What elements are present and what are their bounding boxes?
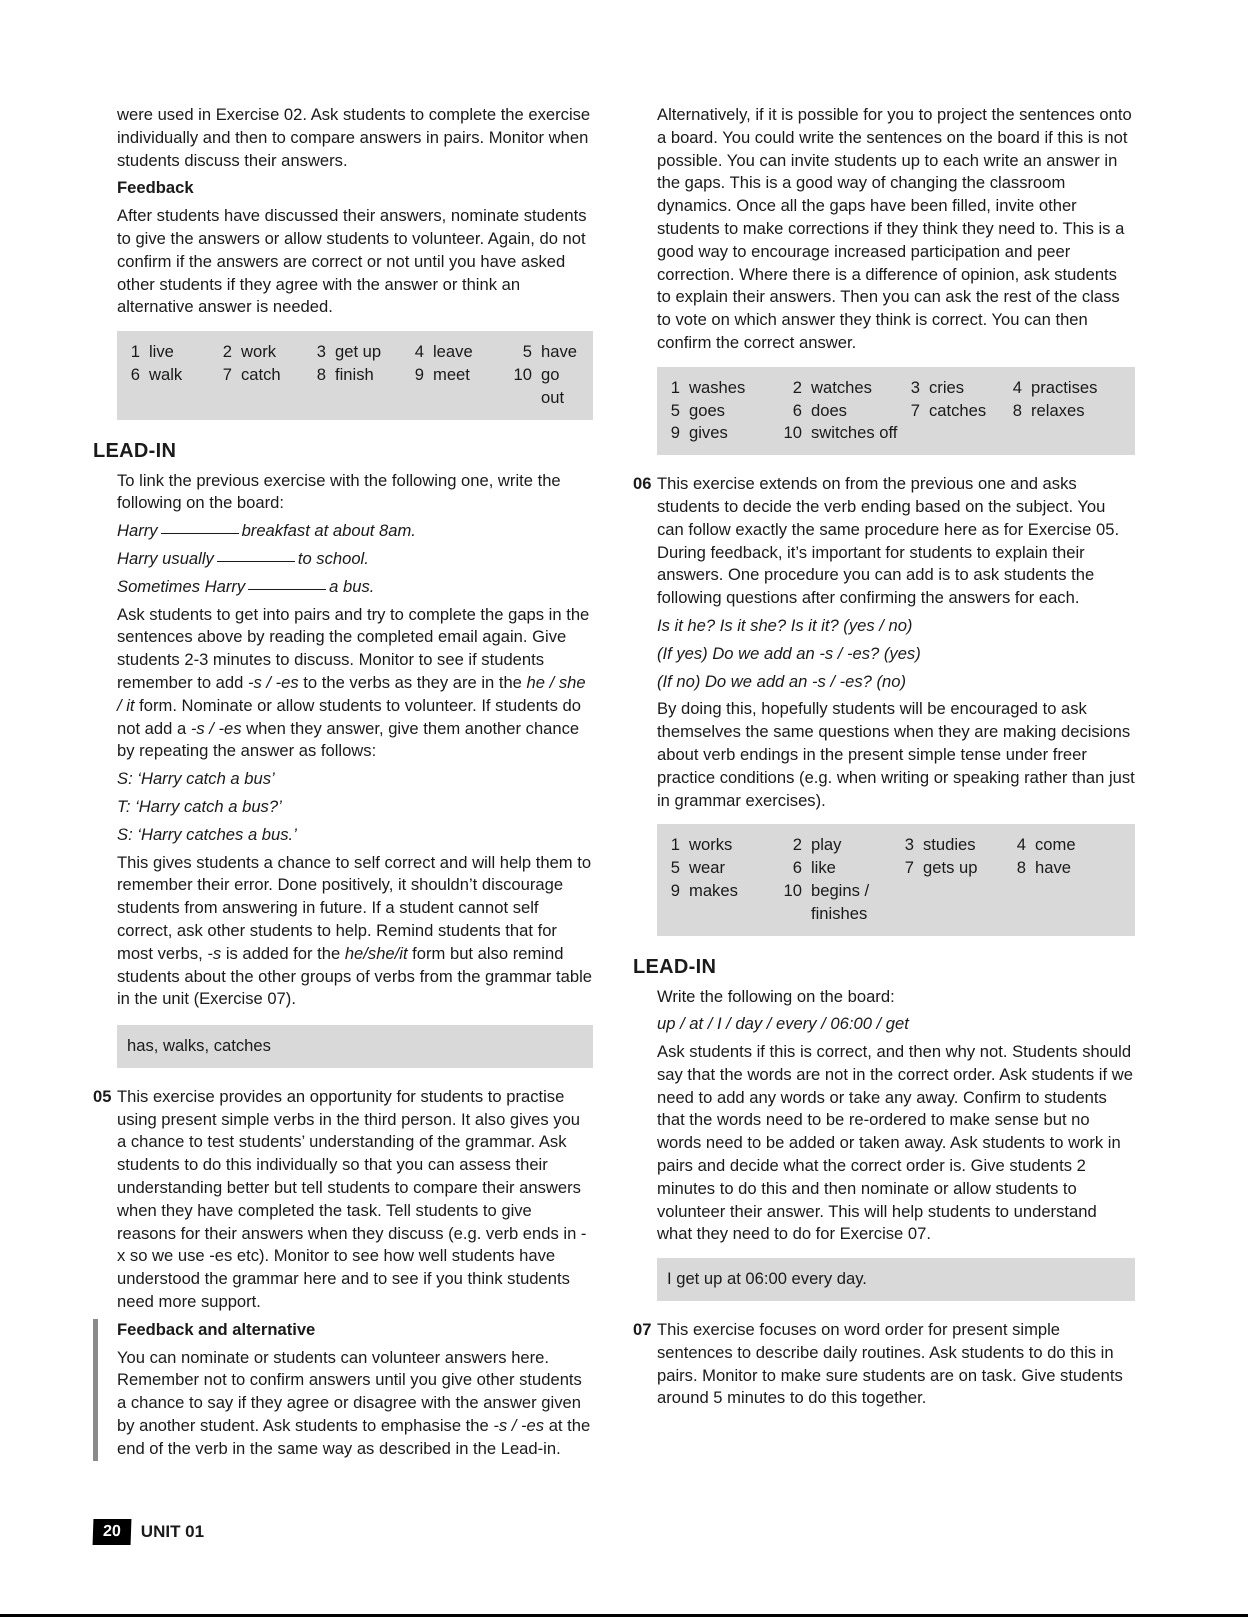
answer-key-box <box>657 367 1135 455</box>
answer-number: 3 <box>316 342 326 362</box>
text-segment: This exercise provides an opportunity for students to practise using present simple verbs in the third person. It also gives you a chance to test students’ understanding of the grammar. Ask students to do this individually so that you can assess their understanding better but tell students to compare their answers when they have completed the task. Tell students to give reasons for their answers when they discuss (e.g. verb ends in -x so we use -es etc). Monitor to see how well students have understood the grammar here and to see if you think students need more support. <box>117 1086 587 1312</box>
text-segment: You can nominate or students can volunteer answers here. Remember not to confirm answers until you give other students a chance to say if they agree or disagree with the answer given by another student. Ask students to emphasise the <box>117 1347 582 1436</box>
board-sentence <box>117 576 593 599</box>
sentence-end: to school. <box>297 548 369 568</box>
answer-number: 5 <box>670 858 680 878</box>
dialog-line: S: ‘Harry catch a bus’ <box>117 769 275 789</box>
answer-word: have <box>541 342 577 362</box>
answer-number: 1 <box>670 835 680 855</box>
intro-paragraph <box>117 104 593 172</box>
answer-number: 9 <box>670 423 680 443</box>
answer-word: play <box>811 835 842 855</box>
answer-number: 10 <box>513 364 532 384</box>
answer-number: 7 <box>910 400 920 420</box>
answer-number: 3 <box>910 377 920 397</box>
answer-word: goes <box>689 400 725 420</box>
answer-word: practises <box>1031 377 1098 397</box>
sentence-start: Sometimes Harry <box>117 576 246 596</box>
answer-number: 8 <box>316 364 326 384</box>
text-segment: form. Nominate or allow students to volunteer. If students do not add a <box>117 695 581 738</box>
answer-word: studies <box>923 835 976 855</box>
lead-in-paragraph <box>657 1041 1135 1246</box>
answer-word: wear <box>689 858 725 878</box>
answer-number: 6 <box>792 400 802 420</box>
sentence-end: a bus. <box>329 576 375 596</box>
answer-number: 6 <box>130 364 140 384</box>
answer-word: cries <box>929 377 965 397</box>
answer-key-box <box>117 1025 593 1068</box>
answer-word: works <box>689 835 733 855</box>
text-segment: at the end of the verb in the same way as described in the Lead-in. <box>117 1416 591 1458</box>
page-number: 20 <box>93 1519 132 1545</box>
answer-word: begins / finishes <box>811 880 870 923</box>
answer-number: 7 <box>904 858 914 878</box>
answer-key-box <box>657 824 1135 935</box>
answer-number: 2 <box>222 342 232 362</box>
answer-number: 1 <box>670 377 680 397</box>
answer-number: 1 <box>130 342 140 362</box>
answer-word: watches <box>811 377 872 397</box>
dialog-line: T: ‘Harry catch a bus?’ <box>117 796 282 816</box>
text-segment: Write the following on the board: <box>657 986 895 1006</box>
unit-label: UNIT 01 <box>140 1522 205 1541</box>
answer-word: does <box>811 400 847 420</box>
answer-text: I get up at 06:00 every day. <box>667 1269 867 1289</box>
answer-word: work <box>241 342 277 362</box>
exercise-06-paragraph <box>657 698 1135 812</box>
board-sentence: up / at / I / day / every / 06:00 / get <box>657 1014 909 1034</box>
italic-text: he / she / it <box>117 672 586 715</box>
italic-text: -s / -es <box>190 718 242 738</box>
answer-number: 4 <box>414 342 424 362</box>
feedback-alternative-paragraph <box>117 1347 593 1461</box>
answer-key-box <box>117 331 593 419</box>
answer-number: 10 <box>783 880 802 900</box>
text-segment: when they answer, give them another chance by repeating the answer as follows: <box>117 718 580 761</box>
text-segment: form but also remind students about the other groups of verbs from the grammar table in the unit (Exercise 07). <box>117 943 593 1009</box>
answer-word: gives <box>689 423 728 443</box>
answer-number: 8 <box>1012 400 1022 420</box>
answer-word: finish <box>335 364 374 384</box>
page-footer <box>93 1519 204 1545</box>
lead-in-paragraph <box>117 470 593 516</box>
gap-blank <box>217 561 295 562</box>
exercise-text <box>117 1087 586 1311</box>
dialog-line: S: ‘Harry catches a bus.’ <box>117 824 297 844</box>
feedback-alternative-section <box>93 1319 593 1461</box>
italic-text: he/she/it <box>344 943 408 963</box>
lead-in-paragraph <box>117 604 593 764</box>
answer-number: 10 <box>783 423 802 443</box>
feedback-paragraph <box>117 205 593 319</box>
text-segment: This gives students a chance to self correct and will help them to remember their error. Done positively, it shouldn’t discourage students from answering in future. If a student cannot self correct, ask other students to help. Remind students that for most verbs, <box>117 852 592 963</box>
text-segment: Ask students if this is correct, and then why not. Students should say that the words are not in the correct order. Ask students if we need to add any words or take any away. Confirm to students that the words need to be re-ordered to make sense but no words need to be added or taken away. Ask students to work in pairs and decide what the correct order is. Give students 2 minutes to do this and then nominate or allow students to volunteer their answer. This will help students to understand what they need to do for Exercise 07. <box>657 1042 1133 1244</box>
sentence-start: Harry usually <box>117 548 214 568</box>
question-line: (If yes) Do we add an -s / -es? (yes) <box>657 643 921 663</box>
answer-word: go out <box>541 364 565 407</box>
text-segment: This exercise focuses on word order for present simple sentences to describe daily routines. Ask students to do this in pairs. Monitor to make sure students are on task. Give students around 5 minutes to do this together. <box>657 1320 1123 1408</box>
answer-number: 5 <box>522 342 532 362</box>
exercise-text <box>657 474 1119 607</box>
intro-paragraph <box>657 104 1135 355</box>
feedback-alternative-heading: Feedback and alternative <box>117 1319 316 1339</box>
lead-in-heading: LEAD-IN <box>633 955 717 978</box>
gap-blank <box>248 589 326 590</box>
answer-word: come <box>1035 835 1076 855</box>
left-column <box>93 104 593 1466</box>
answer-word: makes <box>689 880 738 900</box>
answer-word: live <box>149 342 174 362</box>
text-segment: Alternatively, if it is possible for you to project the sentences onto a board. You could write the sentences on the board if this is not possible. You can invite students up to each write an answer in the gaps. This is a good way of changing the classroom dynamics. Once all the gaps have been filled, invite other students to make corrections if they think they need to. This is a good way to encourage increased participation and peer correction. Where there is a difference of opinion, ask students to explain their answers. Then you can ask the rest of the class to vote on which answer they think is correct. You can then confirm the correct answer. <box>657 105 1132 352</box>
answer-text: has, walks, catches <box>127 1036 271 1056</box>
board-sentence <box>117 520 593 543</box>
question-line: Is it he? Is it she? Is it it? (yes / no) <box>657 615 913 635</box>
answer-word: relaxes <box>1031 400 1085 420</box>
board-sentence <box>117 548 593 571</box>
sentence-start: Harry <box>117 521 158 541</box>
text-segment: Ask students to get into pairs and try to complete the gaps in the sentences above by reading the completed email again. Give students 2-3 minutes to discuss. Monitor to see if students remember to add <box>117 604 590 692</box>
question-line: (If no) Do we add an -s / -es? (no) <box>657 671 907 691</box>
answer-number: 8 <box>1016 858 1026 878</box>
answer-word: washes <box>689 377 746 397</box>
answer-number: 9 <box>670 880 680 900</box>
answer-word: gets up <box>923 858 978 878</box>
answer-number: 7 <box>222 364 232 384</box>
answer-word: catch <box>241 364 281 384</box>
answer-word: meet <box>433 364 470 384</box>
answer-number: 6 <box>792 858 802 878</box>
answer-number: 5 <box>670 400 680 420</box>
text-segment: By doing this, hopefully students will be encouraged to ask themselves the same questions when they are making decisions about verb endings in the present simple tense under freer practice conditions (e.g. when writing or speaking rather than just in grammar exercises). <box>657 699 1135 810</box>
italic-text: -s <box>207 943 222 963</box>
lead-in-paragraph <box>117 852 593 1012</box>
italic-text: -s / -es <box>247 672 299 692</box>
sentence-end: breakfast at about 8am. <box>241 521 416 541</box>
answer-word: have <box>1035 858 1071 878</box>
answer-word: walk <box>149 364 183 384</box>
text-segment: is added for the <box>221 943 345 963</box>
answer-word: catches <box>929 400 987 420</box>
text-segment: This exercise extends on from the previous one and asks students to decide the verb ending based on the subject. You can follow exactly the same procedure here as for Exercise 05. During feedback, it’s important for students to explain their answers. One procedure you can add is to ask students the following questions after confirming the answers for each. <box>657 474 1120 608</box>
feedback-heading: Feedback <box>117 178 194 198</box>
exercise-number: 05 <box>93 1086 112 1106</box>
answer-number: 4 <box>1012 377 1022 397</box>
answer-word: get up <box>335 342 382 362</box>
answer-number: 4 <box>1016 835 1026 855</box>
answer-word: switches off <box>811 423 898 443</box>
text-segment: To link the previous exercise with the following one, write the following on the board: <box>117 470 561 513</box>
exercise-05 <box>93 1086 593 1314</box>
exercise-07 <box>633 1319 1135 1410</box>
text-segment: After students have discussed their answers, nominate students to give the answers or allow students to volunteer. Again, do not confirm if the answers are correct or not until you have asked other students if they agree with the answer or think an alternative answer is needed. <box>117 206 587 317</box>
answer-word: like <box>811 858 836 878</box>
lead-in-paragraph <box>657 986 1135 1009</box>
exercise-text <box>657 1320 1123 1407</box>
answer-key-box <box>657 1258 1135 1301</box>
lead-in-heading: LEAD-IN <box>93 439 177 462</box>
answer-word: leave <box>433 342 473 362</box>
answer-number: 9 <box>414 364 424 384</box>
gap-blank <box>161 533 239 534</box>
exercise-06 <box>633 473 1135 610</box>
answer-number: 3 <box>904 835 914 855</box>
exercise-number: 07 <box>633 1320 652 1340</box>
answer-number: 2 <box>792 377 802 397</box>
text-segment: to the verbs as they are in the <box>298 672 527 692</box>
italic-text: -s / -es <box>493 1416 545 1436</box>
exercise-number: 06 <box>633 474 652 494</box>
board-sentences <box>93 520 593 598</box>
right-column <box>633 104 1135 1415</box>
text-segment: were used in Exercise 02. Ask students to complete the exercise individually and then to compare answers in pairs. Monitor when students discuss their answers. <box>117 105 591 170</box>
answer-number: 2 <box>792 835 802 855</box>
